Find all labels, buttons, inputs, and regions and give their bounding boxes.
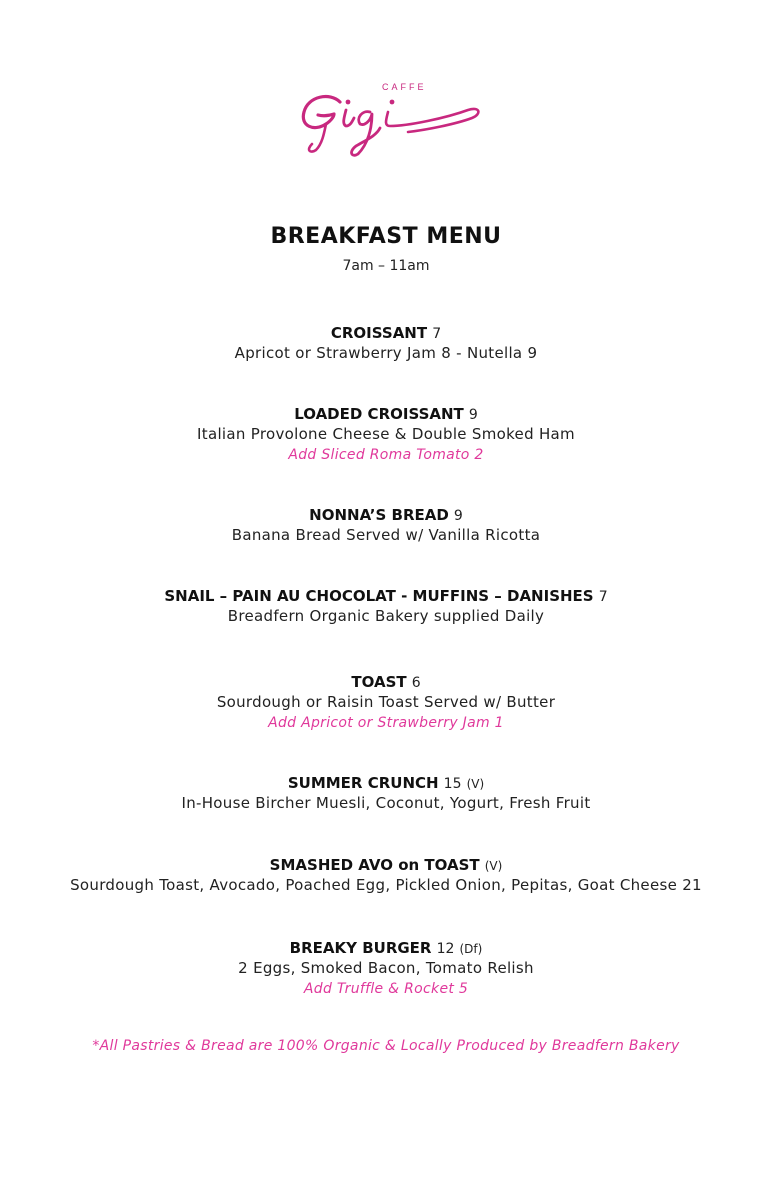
item-diet-tag: (V) xyxy=(484,859,503,873)
item-addon: Add Sliced Roma Tomato 2 xyxy=(288,447,484,463)
item-name: SUMMER CRUNCH xyxy=(287,774,439,792)
menu-item-breaky-burger xyxy=(0,937,772,1000)
menu-footnote: *All Pastries & Bread are 100% Organic & Locally Produced by Breadfern Bakery xyxy=(92,1038,680,1054)
menu-item-toast xyxy=(0,671,772,734)
menu-item-loaded-croissant xyxy=(0,403,772,466)
brand-logo xyxy=(296,82,486,162)
item-price: 7 xyxy=(432,326,442,342)
item-price: 6 xyxy=(411,675,421,691)
item-name: BREAKY BURGER xyxy=(289,939,432,957)
item-description: Sourdough Toast, Avocado, Poached Egg, Pickled Onion, Pepitas, Goat Cheese 21 xyxy=(70,876,702,894)
item-description: Italian Provolone Cheese & Double Smoked Ham xyxy=(197,425,575,443)
item-description: Sourdough or Raisin Toast Served w/ Butter xyxy=(216,693,556,711)
item-description: Apricot or Strawberry Jam 8 - Nutella 9 xyxy=(234,344,538,362)
item-name: LOADED CROISSANT xyxy=(294,405,464,423)
logo-caffe-text: CAFFE xyxy=(382,82,427,92)
item-price: 7 xyxy=(598,589,608,605)
item-price: 15 xyxy=(443,776,462,792)
item-diet-tag: (V) xyxy=(466,777,485,791)
item-description: In-House Bircher Muesli, Coconut, Yogurt, Fresh Fruit xyxy=(181,794,591,812)
menu-item-pastries xyxy=(0,585,772,627)
item-addon: Add Apricot or Strawberry Jam 1 xyxy=(268,715,504,731)
item-description: 2 Eggs, Smoked Bacon, Tomato Relish xyxy=(238,959,534,977)
menu-item-smashed-avo xyxy=(0,854,772,896)
item-description: Breadfern Organic Bakery supplied Daily xyxy=(227,607,545,625)
item-diet-tag: (Df) xyxy=(459,942,483,956)
menu-item-croissant xyxy=(0,322,772,364)
item-name: SNAIL – PAIN AU CHOCOLAT - MUFFINS – DANISHES xyxy=(164,587,594,605)
item-name: NONNA’S BREAD xyxy=(309,506,449,524)
menu-item-summer-crunch xyxy=(0,772,772,814)
item-addon: Add Truffle & Rocket 5 xyxy=(303,981,469,997)
menu-hours: 7am – 11am xyxy=(342,258,430,274)
item-price: 9 xyxy=(453,508,463,524)
menu-item-nonnas-bread xyxy=(0,504,772,546)
item-price: 9 xyxy=(468,407,478,423)
menu-title: BREAKFAST MENU xyxy=(270,224,502,249)
item-description: Banana Bread Served w/ Vanilla Ricotta xyxy=(231,526,541,544)
item-name: SMASHED AVO on TOAST xyxy=(269,856,480,874)
logo-gigi-script xyxy=(296,88,486,162)
item-price: 12 xyxy=(436,941,455,957)
item-name: TOAST xyxy=(351,673,407,691)
item-name: CROISSANT xyxy=(330,324,428,342)
